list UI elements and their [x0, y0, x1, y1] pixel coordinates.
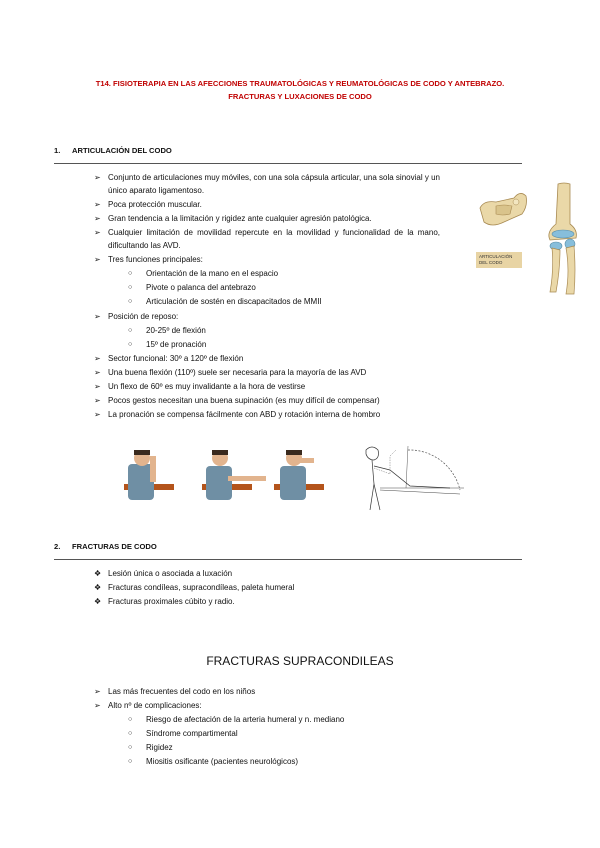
person-photo-3 — [274, 450, 324, 500]
sub-list-item: ○ Riesgo de afectación de la arteria humeral y n. mediano — [94, 713, 494, 727]
elbow-joint-list — [94, 171, 440, 422]
arrow-bullet-icon: ➢ — [94, 173, 101, 182]
circle-bullet-icon: ○ — [128, 340, 133, 348]
list-item: ➢ Gran tendencia a la limitación y rigidez ante cualquier agresión patológica. — [94, 212, 440, 226]
person-photo-2 — [202, 450, 266, 500]
list-item: ➢ Las más frecuentes del codo en los niños — [94, 685, 494, 699]
arrow-bullet-icon: ➢ — [94, 687, 101, 696]
list-item: ➢ Pocos gestos necesitan una buena supinación (es muy difícil de compensar) — [94, 394, 440, 408]
sub-list-item: ○ Rigidez — [94, 741, 494, 755]
elbow-range-of-motion-diagram — [350, 440, 478, 516]
list-item: ➢ Sector funcional: 30º a 120º de flexión — [94, 352, 440, 366]
sub-list-item: ○ 15º de pronación — [94, 338, 440, 352]
diamond-bullet-icon: ❖ — [94, 597, 102, 607]
arrow-bullet-icon: ➢ — [94, 396, 101, 406]
elbow-fractures-list — [94, 567, 494, 609]
section-number: 1. — [54, 146, 61, 155]
circle-bullet-icon: ○ — [128, 326, 133, 334]
list-item: ❖ Fracturas proximales cúbito y radio. — [94, 595, 494, 609]
section-divider — [54, 559, 522, 560]
section-heading-1 — [54, 146, 172, 155]
diamond-bullet-icon: ❖ — [94, 569, 102, 578]
sub-list-item: ○ Orientación de la mano en el espacio — [94, 267, 440, 281]
list-item: ❖ Lesión única o asociada a luxación — [94, 567, 494, 581]
list-item: ➢ Posición de reposo: — [94, 310, 440, 324]
arrow-bullet-icon: ➢ — [94, 382, 101, 392]
circle-bullet-icon: ○ — [128, 716, 133, 724]
page-title — [40, 77, 560, 103]
circle-bullet-icon: ○ — [128, 744, 133, 752]
list-item: ➢ Una buena flexión (110º) suele ser necesaria para la mayoría de las AVD — [94, 366, 440, 380]
section-title: FRACTURAS DE CODO — [72, 542, 157, 551]
elbow-movement-photos — [124, 446, 324, 500]
circle-bullet-icon: ○ — [128, 284, 133, 292]
arm-bones-front-view — [549, 183, 577, 294]
list-item: ➢ Tres funciones principales: — [94, 253, 440, 267]
sub-list-item: ○ Miositis osificante (pacientes neurológicos) — [94, 755, 494, 769]
section-title: ARTICULACIÓN DEL CODO — [72, 146, 172, 155]
arrow-bullet-icon: ➢ — [94, 367, 101, 377]
section-number: 2. — [54, 542, 61, 551]
circle-bullet-icon: ○ — [128, 298, 133, 306]
sub-list-item: ○ Pivote o palanca del antebrazo — [94, 281, 440, 295]
list-item: ❖ Fracturas condíleas, supracondíleas, paleta humeral — [94, 581, 494, 595]
arrow-bullet-icon: ➢ — [94, 200, 101, 209]
arrow-bullet-icon: ➢ — [94, 228, 101, 238]
section-heading-2 — [54, 542, 157, 551]
list-item: ➢ Poca protección muscular. — [94, 198, 440, 212]
sub-list-item: ○ Articulación de sostén en discapacitados de MMII — [94, 295, 440, 309]
arrow-bullet-icon: ➢ — [94, 311, 101, 321]
arrow-bullet-icon: ➢ — [94, 701, 101, 711]
elbow-side-view — [480, 193, 527, 225]
circle-bullet-icon: ○ — [128, 758, 133, 766]
list-item: ➢ Cualquier limitación de movilidad repercute en la movilidad y funcionalidad de la mano, dificultando las AVD. — [94, 228, 440, 251]
page-title-line-1: T14. FISIOTERAPIA EN LAS AFECCIONES TRAUMATOLÓGICAS Y REUMATOLÓGICAS DE CODO Y ANTEBRAZO. — [95, 79, 505, 88]
sub-list-item: ○ 20-25º de flexión — [94, 324, 440, 338]
list-item: ➢ Alto nº de complicaciones: — [94, 699, 494, 713]
photo-strip — [124, 446, 324, 500]
elbow-anatomy-illustration — [474, 180, 590, 298]
arrow-bullet-icon: ➢ — [94, 410, 101, 420]
circle-bullet-icon: ○ — [128, 730, 133, 738]
page-title-line-2: FRACTURAS Y LUXACIONES DE CODO — [228, 92, 372, 101]
list-item: ➢ Un flexo de 60º es muy invalidante a la hora de vestirse — [94, 380, 440, 394]
diamond-bullet-icon: ❖ — [94, 583, 102, 593]
sub-list-item: ○ Síndrome compartimental — [94, 727, 494, 741]
circle-bullet-icon: ○ — [128, 270, 133, 278]
arrow-bullet-icon: ➢ — [94, 353, 101, 363]
arrow-bullet-icon: ➢ — [94, 214, 101, 224]
list-item: ➢ Conjunto de articulaciones muy móviles, con una sola cápsula articular, una sola sinovial y un único aparato ligamentoso. — [94, 173, 440, 195]
person-photo-1 — [124, 450, 174, 500]
list-item: ➢ La pronación se compensa fácilmente con ABD y rotación interna de hombro — [94, 408, 440, 422]
supracondylar-list — [94, 685, 494, 770]
arrow-bullet-icon: ➢ — [94, 255, 101, 265]
section-divider — [54, 163, 522, 164]
supracondylar-title: FRACTURAS SUPRACONDILEAS — [206, 654, 394, 668]
figure-caption: ARTICULACIÓN DEL CODO — [476, 252, 522, 268]
